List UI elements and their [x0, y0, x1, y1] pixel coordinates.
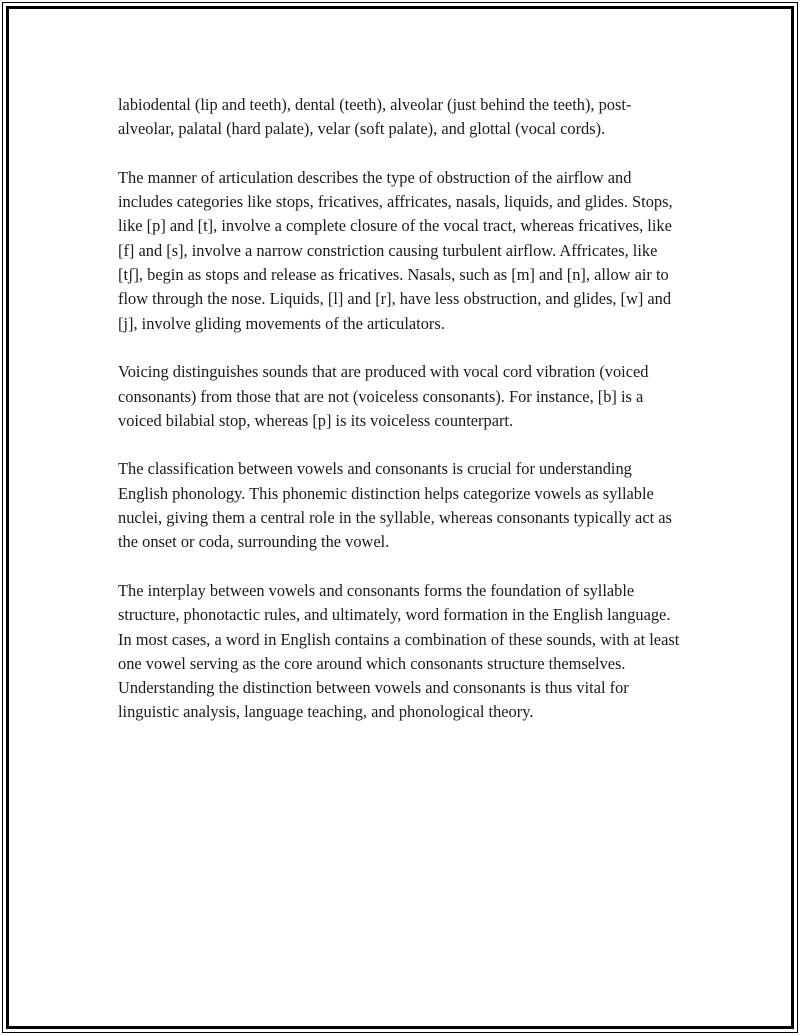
paragraph: labiodental (lip and teeth), dental (teeth), alveolar (just behind the teeth), post-alveolar, palatal (hard palate), velar (soft palate), and glottal (vocal cords). [118, 95, 632, 139]
paragraph: The manner of articulation describes the type of obstruction of the airflow and includes categories like stops, fricatives, affricates, nasals, liquids, and glides. Stops, like [p] and [t], involve a complete closure of the vocal tract, whereas fricatives, like [f] and [s], involve a narrow constriction causing turbulent airflow. Affricates, like [tʃ], begin as stops and release as fricatives. Nasals, such as [m] and [n], allow air to flow through the nose. Liquids, [l] and [r], have less obstruction, and glides, [w] and [j], involve gliding movements of the articulators. [118, 167, 673, 333]
paragraph: The interplay between vowels and consonants forms the foundation of syllable structure, phonotactic rules, and ultimately, word formation in the English language. In most cases, a word in English contains a combination of these sounds, with at least one vowel serving as the core around which consonants structure themselves. Understanding the distinction between vowels and consonants is thus vital for linguistic analysis, language teaching, and phonological theory. [118, 580, 680, 722]
paragraph: The classification between vowels and consonants is crucial for understanding English phonology. This phonemic distinction helps categorize vowels as syllable nuclei, giving them a central role in the syllable, whereas consonants typically act as the onset or coda, surrounding the vowel. [118, 459, 672, 552]
paragraph: Voicing distinguishes sounds that are produced with vocal cord vibration (voiced consonants) from those that are not (voiceless consonants). For instance, [b] is a voiced bilabial stop, whereas [p] is its voiceless counterpart. [118, 362, 649, 430]
document-body [118, 93, 680, 749]
